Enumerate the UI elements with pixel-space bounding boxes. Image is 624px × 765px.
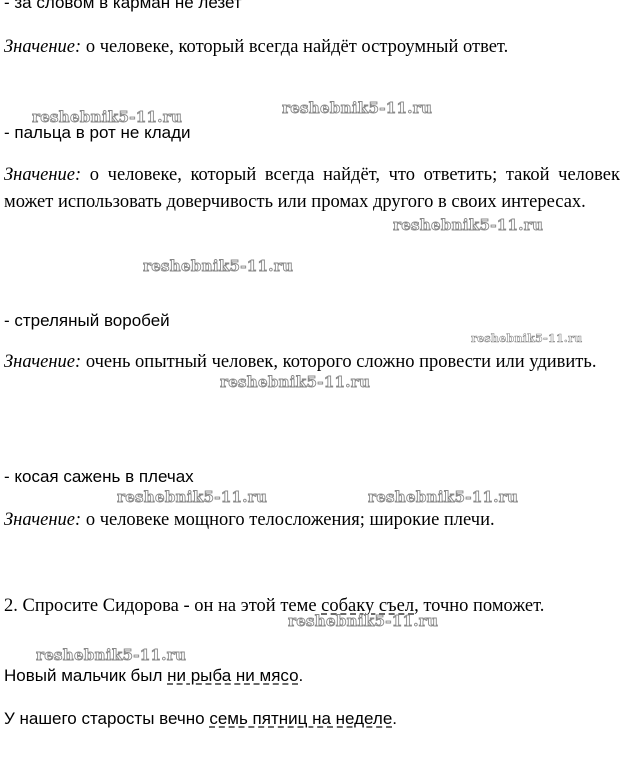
idiom-1: - за словом в карман не лезет [4,0,242,12]
watermark: reshebnik5-11.ru [143,257,294,275]
meaning-label: Значение: [4,165,82,185]
meaning-4 [4,511,495,530]
watermark: reshebnik5-11.ru [282,99,433,117]
watermark: reshebnik5-11.ru [117,488,268,506]
idiom-3: - стреляный воробей [4,311,170,330]
task2-sentence-2: Новый мальчик был ни рыба ни мясо. [4,666,304,685]
meaning-text: о человеке мощного телосложения; широкие плечи. [81,510,495,530]
idiom-underlined: собаку съел [321,596,415,616]
idiom-underlined: ни рыба ни мясо [167,666,299,685]
task2-sentence-1: 2. Спросите Сидорова - он на этой теме собаку съел, точно поможет. [4,596,545,616]
meaning-3 [4,349,620,376]
watermark: reshebnik5-11.ru [36,646,187,664]
idiom-2: - пальца в рот не клади [4,123,191,142]
meaning-label: Значение: [4,510,82,530]
idiom-4: - косая сажень в плечах [4,467,194,486]
watermark: reshebnik5-11.ru [32,108,183,126]
watermark: reshebnik5-11.ru [393,216,544,234]
watermark: reshebnik5-11.ru [368,488,519,506]
task2-sentence-3: У нашего старосты вечно семь пятниц на неделе. [4,709,398,728]
meaning-text: очень опытный человек, которого сложно провести или удивить. [81,352,597,372]
meaning-text: о человеке, который всегда найдёт, что ответить; такой человек может использовать доверчивость или промах другого в своих интересах. [4,165,620,212]
meaning-label: Значение: [4,352,82,372]
watermark: reshebnik5-11.ru [471,332,583,345]
meaning-label: Значение: [4,37,82,57]
watermark: reshebnik5-11.ru [220,373,371,391]
idiom-underlined: семь пятниц на неделе [209,709,393,728]
meaning-2 [4,162,620,216]
watermark: reshebnik5-11.ru [288,612,439,630]
meaning-1 [4,38,508,57]
meaning-text: о человеке, который всегда найдёт остроумный ответ. [81,37,509,57]
